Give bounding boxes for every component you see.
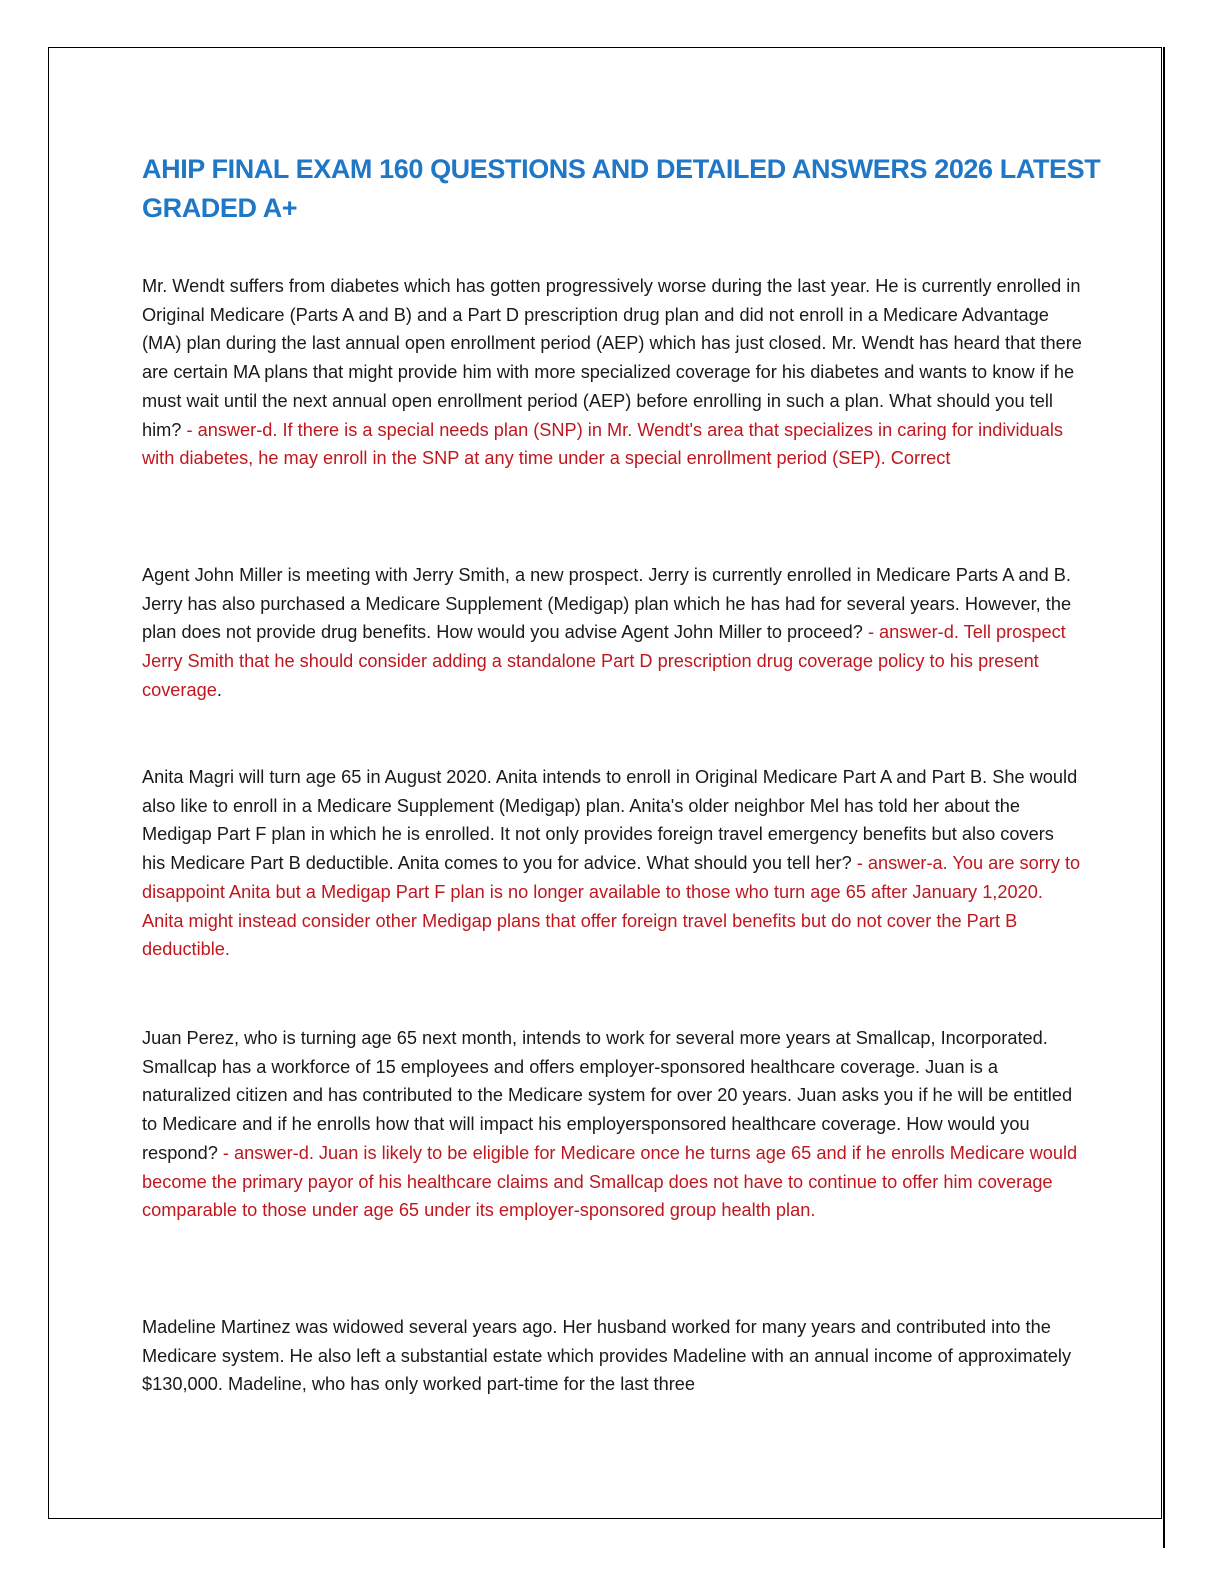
answer-text: - answer-d. Tell prospect Jerry Smith that he should consider adding a standalone Part D prescription drug coverage policy to his present coverage: [142, 622, 1066, 700]
qa-item-3: [142, 763, 1082, 964]
question-text: Mr. Wendt suffers from diabetes which has gotten progressively worse during the last year. He is currently enrolled in Original Medicare (Parts A and B) and a Part D prescription drug plan and did not enroll in a Medicare Advantage (MA) plan during the last annual open enrollment period (AEP) which has just closed. Mr. Wendt has heard that there are certain MA plans that might provide him with more specialized coverage for his diabetes and wants to know if he must wait until the next annual open enrollment period (AEP) before enrolling in such a plan. What should you tell him?: [142, 276, 1082, 440]
qa-item-2: [142, 561, 1082, 705]
answer-trailing-punctuation: .: [216, 679, 222, 700]
qa-item-5: [142, 1313, 1082, 1399]
answer-text: - answer-d. Juan is likely to be eligible for Medicare once he turns age 65 and if he enrolls Medicare would become the primary payor of his healthcare claims and Smallcap does not have to continue to offer him coverage comparable to those under age 65 under its employer-sponsored group health plan.: [142, 1142, 1078, 1221]
document-title: AHIP FINAL EXAM 160 QUESTIONS AND DETAILED ANSWERS 2026 LATEST GRADED A+: [142, 154, 1101, 223]
question-text: Juan Perez, who is turning age 65 next month, intends to work for several more years at Smallcap, Incorporated. Smallcap has a workforce of 15 employees and offers employer-sponsored healthcare coverage. Juan is a naturalized citizen and has contributed to the Medicare system for over 20 years. Juan asks you if he will be entitled to Medicare and if he enrolls how that will impact his employersponsored healthcare coverage. How would you respond?: [142, 1028, 1073, 1163]
qa-item-1: [142, 272, 1082, 473]
question-text: Madeline Martinez was widowed several years ago. Her husband worked for many years and contributed into the Medicare system. He also left a substantial estate which provides Madeline with an annual income of approximately $130,000. Madeline, who has only worked part-time for the last three: [142, 1317, 1072, 1395]
qa-item-4: [142, 1024, 1082, 1225]
answer-text: - answer-d. If there is a special needs plan (SNP) in Mr. Wendt's area that specializes in caring for individuals with diabetes, he may enroll in the SNP at any time under a special enrollment period (SEP). Correct: [142, 419, 1064, 469]
answer-text: - answer-a. You are sorry to disappoint Anita but a Medigap Part F plan is no longer available to those who turn age 65 after January 1,2020. Anita might instead consider other Medigap plans that offer foreign travel benefits but do not cover the Part B deductible.: [142, 853, 1081, 960]
question-text: Agent John Miller is meeting with Jerry Smith, a new prospect. Jerry is currently enrolled in Medicare Parts A and B. Jerry has also purchased a Medicare Supplement (Medigap) plan which he has had for several years. However, the plan does not provide drug benefits. How would you advise Agent John Miller to proceed?: [142, 565, 1072, 643]
question-text: Anita Magri will turn age 65 in August 2020. Anita intends to enroll in Original Medicare Part A and Part B. She would also like to enroll in a Medicare Supplement (Medigap) plan. Anita's older neighbor Mel has told her about the Medigap Part F plan in which he is enrolled. It not only provides foreign travel emergency benefits but also covers his Medicare Part B deductible. Anita comes to you for advice. What should you tell her?: [142, 767, 1078, 874]
